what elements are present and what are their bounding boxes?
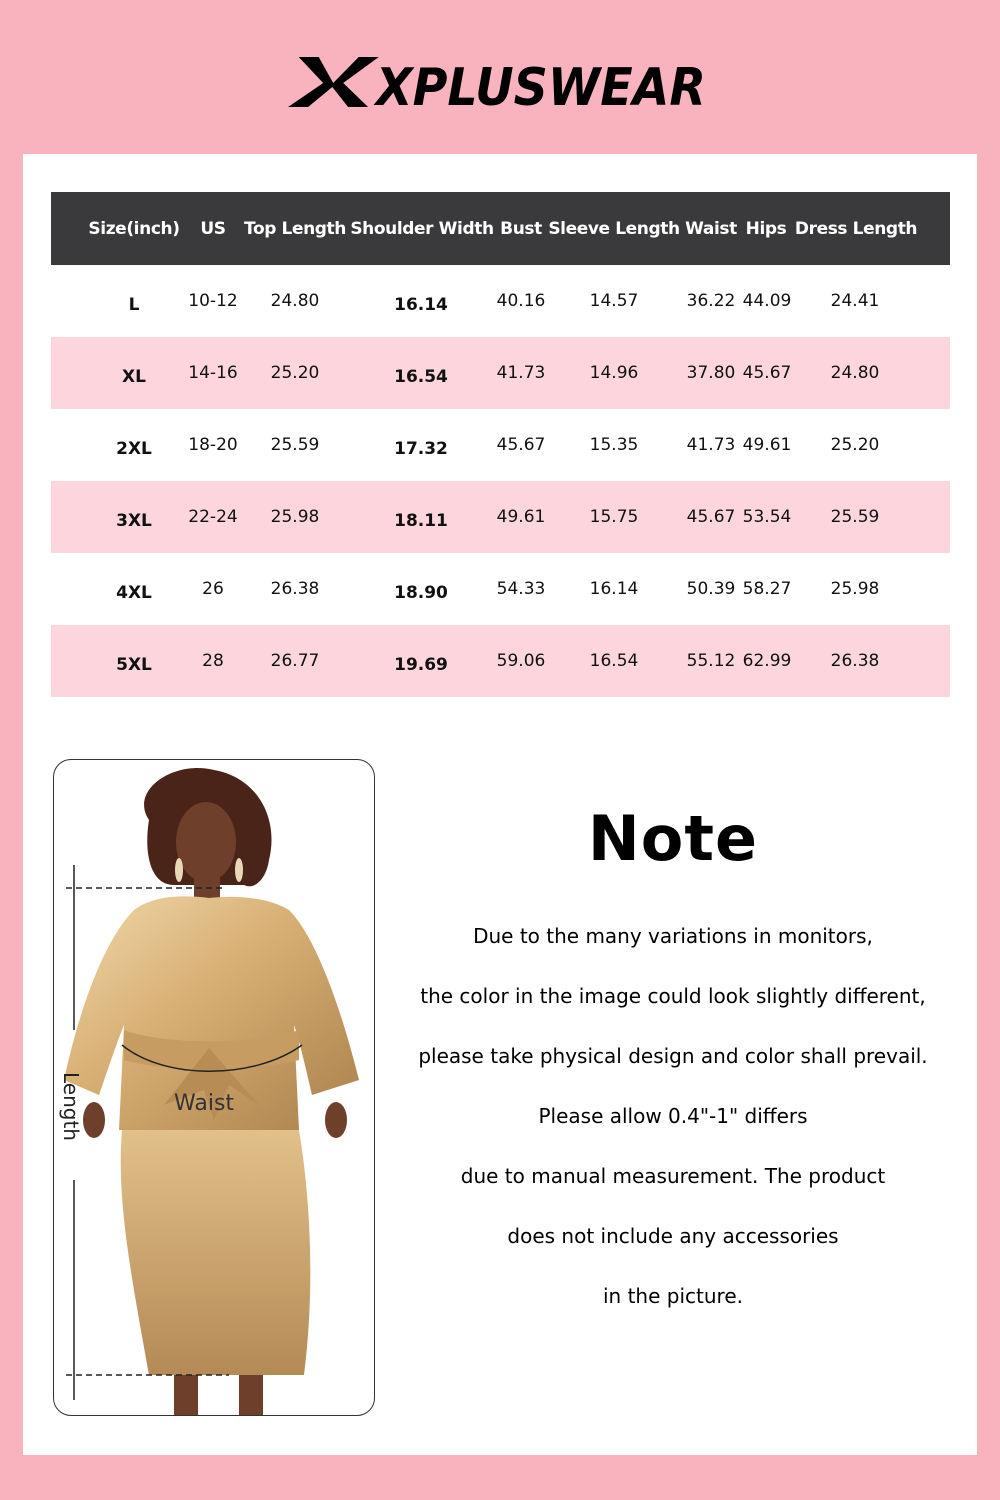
cell-bust: 45.67 bbox=[496, 435, 546, 455]
cell-us: 22-24 bbox=[188, 507, 238, 527]
brand-logo bbox=[0, 46, 1000, 116]
cell-hips: 62.99 bbox=[742, 651, 792, 671]
cell-waist: 55.12 bbox=[686, 651, 736, 671]
header-sleeve-length: Sleeve Length bbox=[548, 218, 680, 239]
cell-hips: 45.67 bbox=[742, 363, 792, 383]
cell-sleeve-length: 16.14 bbox=[589, 579, 639, 599]
table-row bbox=[51, 337, 950, 409]
note-line: Due to the many variations in monitors, bbox=[473, 924, 873, 948]
cell-waist: 45.67 bbox=[686, 507, 736, 527]
leg-left-shape bbox=[174, 1375, 198, 1415]
hand-left-shape bbox=[83, 1102, 105, 1138]
cell-shoulder-width: 19.69 bbox=[394, 655, 448, 675]
cell-sleeve-length: 15.75 bbox=[589, 507, 639, 527]
face-shape bbox=[176, 802, 236, 882]
cell-shoulder-width: 18.90 bbox=[394, 583, 448, 603]
note-line: due to manual measurement. The product bbox=[460, 1164, 886, 1188]
cell-dress-length: 24.41 bbox=[830, 291, 880, 311]
size-table-header bbox=[51, 192, 950, 265]
cell-dress-length: 25.59 bbox=[830, 507, 880, 527]
hand-right-shape bbox=[325, 1102, 347, 1138]
waist-label: Waist bbox=[174, 1091, 235, 1116]
table-row bbox=[51, 553, 950, 625]
header-size: Size(inch) bbox=[88, 218, 180, 239]
cell-top-length: 26.77 bbox=[270, 651, 320, 671]
cell-dress-length: 26.38 bbox=[830, 651, 880, 671]
note-line: please take physical design and color shall prevail. bbox=[418, 1044, 928, 1068]
cell-bust: 54.33 bbox=[496, 579, 546, 599]
leg-right-shape bbox=[239, 1375, 263, 1415]
header-waist: Waist bbox=[685, 218, 737, 239]
cell-bust: 59.06 bbox=[496, 651, 546, 671]
note-line: does not include any accessories bbox=[507, 1224, 839, 1248]
cell-bust: 41.73 bbox=[496, 363, 546, 383]
cell-dress-length: 25.98 bbox=[830, 579, 880, 599]
model-figure-frame bbox=[53, 759, 375, 1416]
cell-shoulder-width: 18.11 bbox=[394, 511, 448, 531]
cell-us: 10-12 bbox=[188, 291, 238, 311]
cell-sleeve-length: 14.57 bbox=[589, 291, 639, 311]
cell-dress-length: 25.20 bbox=[830, 435, 880, 455]
table-row bbox=[51, 481, 950, 553]
cell-size: XL bbox=[122, 367, 146, 387]
cell-bust: 49.61 bbox=[496, 507, 546, 527]
size-table bbox=[51, 192, 950, 697]
model-figure bbox=[54, 760, 374, 1415]
cell-waist: 36.22 bbox=[686, 291, 736, 311]
cell-sleeve-length: 16.54 bbox=[589, 651, 639, 671]
brand-wordmark bbox=[280, 51, 720, 111]
cell-us: 14-16 bbox=[188, 363, 238, 383]
earring-left-shape bbox=[175, 858, 183, 882]
cell-waist: 41.73 bbox=[686, 435, 736, 455]
header-top-length: Top Length bbox=[244, 218, 346, 239]
cell-hips: 49.61 bbox=[742, 435, 792, 455]
table-row bbox=[51, 409, 950, 481]
cell-top-length: 25.20 bbox=[270, 363, 320, 383]
cell-size: 4XL bbox=[116, 583, 152, 603]
cell-shoulder-width: 17.32 bbox=[394, 439, 448, 459]
table-row bbox=[51, 625, 950, 697]
skirt-shape bbox=[121, 1130, 311, 1375]
cell-bust: 40.16 bbox=[496, 291, 546, 311]
cell-hips: 44.09 bbox=[742, 291, 792, 311]
cell-size: L bbox=[128, 295, 140, 315]
header-hips: Hips bbox=[745, 218, 787, 239]
table-row bbox=[51, 265, 950, 337]
cell-top-length: 25.59 bbox=[270, 435, 320, 455]
cell-waist: 50.39 bbox=[686, 579, 736, 599]
note-title: Note bbox=[587, 802, 759, 875]
note-line: in the picture. bbox=[603, 1284, 743, 1308]
note-line: Please allow 0.4"-1" differs bbox=[538, 1104, 808, 1128]
content-panel bbox=[23, 154, 977, 1455]
cell-size: 3XL bbox=[116, 511, 152, 531]
cell-size: 2XL bbox=[116, 439, 152, 459]
header-shoulder-width: Shoulder Width bbox=[350, 218, 494, 239]
cell-hips: 53.54 bbox=[742, 507, 792, 527]
header-us: US bbox=[200, 218, 226, 239]
header-bust: Bust bbox=[500, 218, 542, 239]
cell-us: 28 bbox=[202, 651, 224, 671]
cell-dress-length: 24.80 bbox=[830, 363, 880, 383]
cell-shoulder-width: 16.54 bbox=[394, 367, 448, 387]
cell-waist: 37.80 bbox=[686, 363, 736, 383]
header-dress-length: Dress Length bbox=[794, 218, 918, 239]
note-text bbox=[393, 914, 953, 1334]
brand-name: XPLUSWEAR bbox=[373, 58, 706, 111]
earring-right-shape bbox=[235, 858, 243, 882]
cell-hips: 58.27 bbox=[742, 579, 792, 599]
cell-top-length: 26.38 bbox=[270, 579, 320, 599]
cell-top-length: 24.80 bbox=[270, 291, 320, 311]
cell-size: 5XL bbox=[116, 655, 152, 675]
brand-x-mark bbox=[288, 57, 379, 107]
cell-us: 18-20 bbox=[188, 435, 238, 455]
cell-sleeve-length: 15.35 bbox=[589, 435, 639, 455]
length-label: Length bbox=[59, 1072, 83, 1141]
cell-top-length: 25.98 bbox=[270, 507, 320, 527]
cell-shoulder-width: 16.14 bbox=[394, 295, 448, 315]
cell-sleeve-length: 14.96 bbox=[589, 363, 639, 383]
note-line: the color in the image could look slightly different, bbox=[420, 984, 926, 1008]
cell-us: 26 bbox=[202, 579, 224, 599]
